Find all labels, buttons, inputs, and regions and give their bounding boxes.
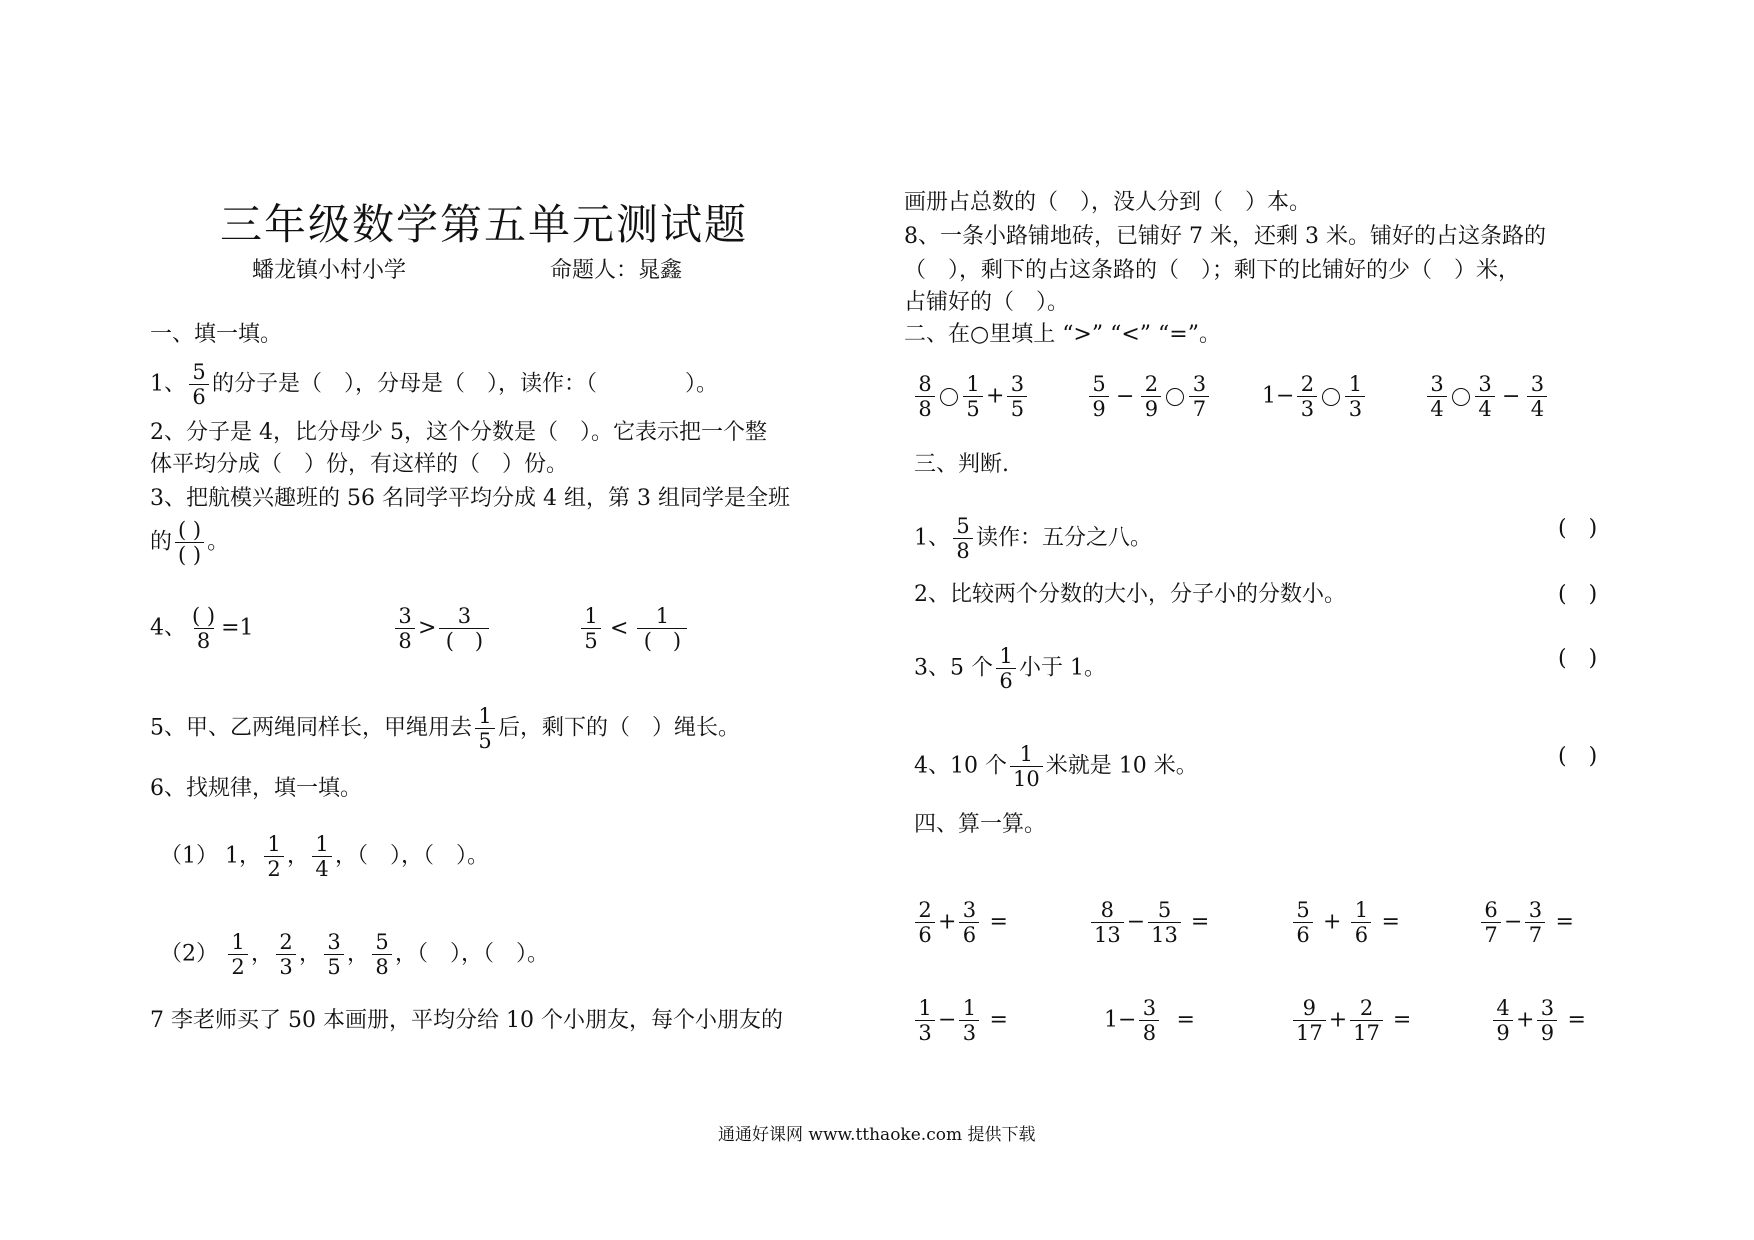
compare-item-4: $\frac{3}{4}$ $\frac{3}{4}$ − $\frac{3}{4}$ [1424,372,1550,421]
section-3-heading: 三、判断. [914,452,1009,477]
question-4: 4、 $\frac{( )}{8}$ =1 [150,604,254,653]
calc-item-5: $\frac{1}{3}$ − $\frac{1}{3}$ = [912,996,1008,1045]
section-2-heading: 二、在○里填上 “>” “<” “=”。 [904,322,1221,347]
judge-3: 3、5 个 $\frac{1}{6}$ 小于 1。 [914,644,1106,693]
author: 命题人：晁鑫 [550,258,683,283]
compare-item-3: 1− $\frac{2}{3}$ $\frac{1}{3}$ [1262,372,1368,421]
judge-4: 4、10 个 $\frac{1}{10}$ 米就是 10 米。 [914,742,1198,791]
answer-blank: ( ) [1558,646,1598,671]
answer-blank: ( ) [1558,744,1598,769]
question-8-line-2: （ ），剩下的占这条路的（ ）；剩下的比铺好的少（ ）米， [904,258,1521,283]
school-name: 蟠龙镇小村小学 [252,258,407,283]
fraction: $\frac{( )}{( )}$ [175,518,204,567]
section-4-heading: 四、算一算。 [914,812,1047,837]
calc-item-8: $\frac{4}{9}$ + $\frac{3}{9}$ = [1490,996,1586,1045]
compare-item-1: $\frac{8}{8}$ $\frac{1}{5}$ + $\frac{3}{5}$ [912,372,1030,421]
question-6-title: 6、找规律，填一填。 [150,776,362,801]
question-5: 5、甲、乙两绳同样长，甲绳用去 $\frac{1}{5}$ 后，剩下的（ ）绳长。 [150,704,741,753]
calc-item-4: $\frac{6}{7}$ − $\frac{3}{7}$ = [1478,898,1574,947]
question-8-line-1: 8、一条小路铺地砖，已铺好 7 米，还剩 3 米。铺好的占这条路的 [904,224,1546,249]
circle-blank [940,388,958,406]
question-7-continued: 画册占总数的（ ），没人分到（ ）本。 [904,190,1312,215]
question-6-part-2: （2） $\frac{1}{2}$ ， $\frac{2}{3}$ ， $\frac{3}{5}$ ， $\frac{5}{8}$ ，（ ），（ ）。 [160,930,550,979]
question-2-line-1: 2、分子是 4，比分母少 5，这个分数是（ ）。它表示把一个整 [150,420,767,445]
compare-item-2: $\frac{5}{9}$ − $\frac{2}{9}$ $\frac{3}{7}$ [1086,372,1212,421]
question-8-line-3: 占铺好的（ ）。 [904,290,1070,315]
question-3-line-1: 3、把航模兴趣班的 56 名同学平均分成 4 组，第 3 组同学是全班 [150,486,790,511]
question-4-part-c: $\frac{1}{5}$ < $\frac{1}{( )}$ [578,604,690,653]
calc-item-7: $\frac{9}{17}$ + $\frac{2}{17}$ = [1290,996,1411,1045]
judge-2: 2、比较两个分数的大小，分子小的分数小。 [914,582,1346,607]
fraction: $\frac{5}{6}$ [189,360,209,409]
section-1-heading: 一、填一填。 [150,322,283,347]
calc-item-6: 1− $\frac{3}{8}$ = [1104,996,1195,1045]
answer-blank: ( ) [1558,516,1598,541]
circle-blank [1452,388,1470,406]
answer-blank: ( ) [1558,582,1598,607]
footer-source: 通通好课网 www.tthaoke.com 提供下载 [718,1125,1036,1145]
question-7: 7 李老师买了 50 本画册，平均分给 10 个小朋友，每个小朋友的 [150,1008,783,1033]
question-3-line-2: 的 $\frac{( )}{( )}$ 。 [150,518,230,567]
calc-item-3: $\frac{5}{6}$ + $\frac{1}{6}$ = [1290,898,1400,947]
question-1: 1、 $\frac{5}{6}$ 的分子是（ ），分母是（ ），读作：（ ）。 [150,360,719,409]
calc-item-2: $\frac{8}{13}$ − $\frac{5}{13}$ = [1088,898,1209,947]
question-2-line-2: 体平均分成（ ）份，有这样的（ ）份。 [150,452,569,477]
circle-blank [1322,388,1340,406]
calc-item-1: $\frac{2}{6}$ + $\frac{3}{6}$ = [912,898,1008,947]
page-title: 三年级数学第五单元测试题 [220,200,749,249]
circle-blank [1166,388,1184,406]
question-4-part-b: $\frac{3}{8}$ > $\frac{3}{( )}$ [392,604,492,653]
judge-1: 1、 $\frac{5}{8}$ 读作：五分之八。 [914,514,1153,563]
question-6-part-1: （1） 1， $\frac{1}{2}$ ， $\frac{1}{4}$ ，（ ），（ ）。 [160,832,490,881]
